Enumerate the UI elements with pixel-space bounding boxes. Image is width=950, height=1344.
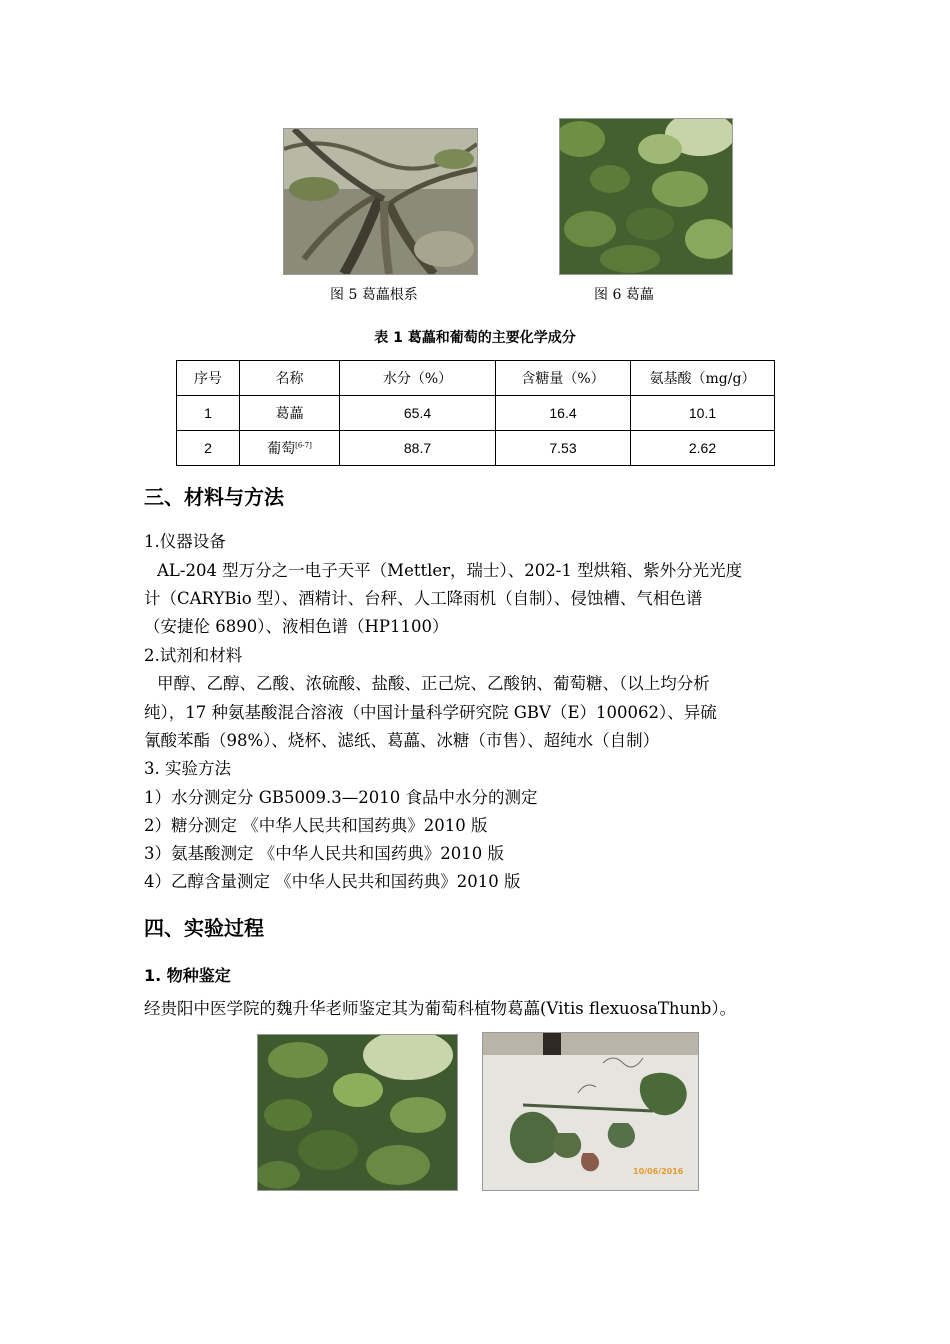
row-number: 2	[177, 431, 240, 466]
section-3-line: 2.试剂和材料	[144, 646, 243, 665]
header-cell: 名称	[240, 361, 340, 396]
table-title: 表 1 葛藟和葡萄的主要化学成分	[374, 330, 576, 346]
table-row	[177, 396, 775, 431]
row-amino: 10.1	[631, 396, 775, 431]
section-3-line: AL-204 型万分之一电子天平（Mettler，瑞士）、202-1 型烘箱、紫外分光光度	[157, 561, 743, 580]
table-row	[177, 431, 775, 466]
section-3-line: 氰酸苯酯（98%）、烧杯、滤纸、葛藟、冰糖（市售）、超纯水（自制）	[144, 731, 660, 750]
row-sugar: 16.4	[496, 396, 631, 431]
header-cell: 氨基酸（mg/g）	[631, 361, 775, 396]
photo-date-stamp: 10/06/2016	[633, 1167, 684, 1176]
header-cell: 含糖量（%）	[496, 361, 631, 396]
figure-5-root-photo	[283, 128, 478, 275]
section-3-line: 3）氨基酸测定 《中华人民共和国药典》2010 版	[144, 844, 504, 863]
row-amino: 2.62	[631, 431, 775, 466]
citation-ref: [6-7]	[295, 441, 312, 450]
row-sugar: 7.53	[496, 431, 631, 466]
row-water: 88.7	[340, 431, 496, 466]
figure-6-caption: 图 6 葛藟	[594, 287, 654, 303]
section-3-line: 甲醇、乙醇、乙酸、浓硫酸、盐酸、正己烷、乙酸钠、葡萄糖、（以上均分析	[157, 674, 710, 693]
table-header-row	[177, 361, 775, 396]
section-3-heading: 三、材料与方法	[144, 485, 284, 509]
section-3-line: （安捷伦 6890）、液相色谱（HP1100）	[144, 617, 449, 636]
figure-5-caption: 图 5 葛藟根系	[330, 287, 418, 303]
section-4-heading: 四、实验过程	[144, 916, 264, 940]
section-4-text: 经贵阳中医学院的魏升华老师鉴定其为葡萄科植物葛藟(Vitis flexuosaThunb）。	[144, 999, 737, 1018]
specimen-photo	[482, 1032, 699, 1191]
species-identification-heading: 1. 物种鉴定	[144, 966, 231, 985]
section-3-line: 1.仪器设备	[144, 532, 226, 551]
section-3-line: 计（CARYBio 型）、酒精计、台秤、人工降雨机（自制）、侵蚀槽、气相色谱	[144, 589, 703, 608]
row-water: 65.4	[340, 396, 496, 431]
section-3-line: 1）水分测定分 GB5009.3—2010 食品中水分的测定	[144, 788, 538, 807]
plant-field-photo	[257, 1034, 458, 1191]
section-3-line: 纯），17 种氨基酸混合溶液（中国计量科学研究院 GBV（E）100062）、异硫	[144, 703, 717, 722]
header-cell: 序号	[177, 361, 240, 396]
section-3-line: 2）糖分测定 《中华人民共和国药典》2010 版	[144, 816, 488, 835]
row-name: 葡萄[6-7]	[240, 431, 340, 466]
row-name: 葛藟	[240, 396, 340, 431]
chemical-composition-table	[176, 360, 775, 466]
section-3-line: 4）乙醇含量测定 《中华人民共和国药典》2010 版	[144, 872, 521, 891]
row-number: 1	[177, 396, 240, 431]
header-cell: 水分（%）	[340, 361, 496, 396]
figure-6-plant-photo	[559, 118, 733, 275]
section-3-line: 3. 实验方法	[144, 759, 231, 778]
